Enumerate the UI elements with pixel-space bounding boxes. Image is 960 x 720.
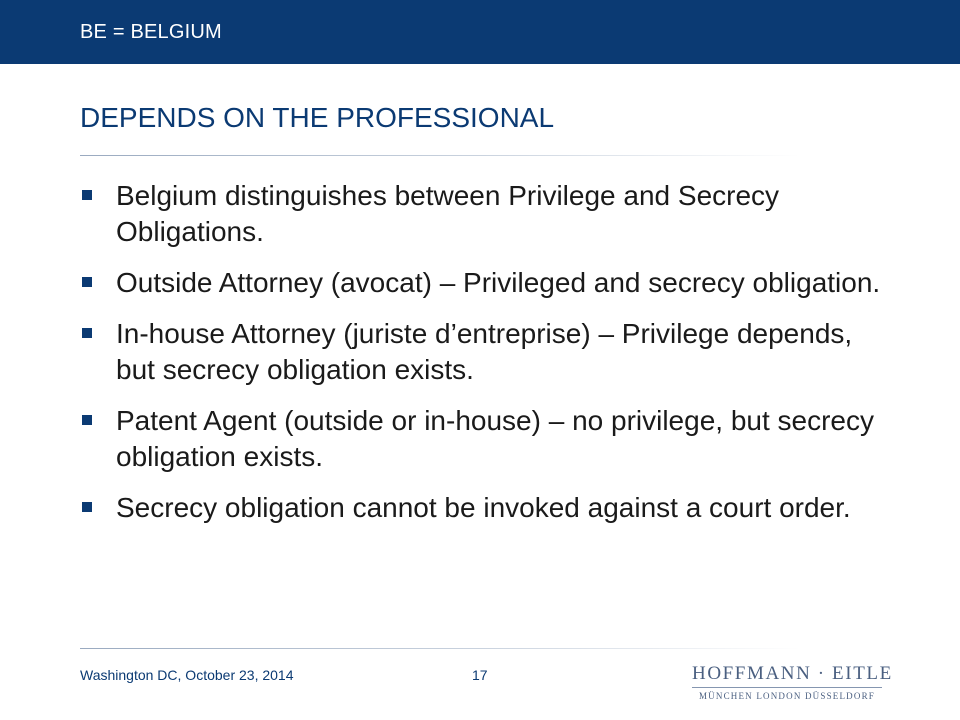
bullet-list xyxy=(80,178,890,541)
footer-location-date: Washington DC, October 23, 2014 xyxy=(80,667,294,683)
bullet-item xyxy=(80,265,890,301)
bullet-text: Outside Attorney (avocat) – Privileged and secrecy obligation. xyxy=(116,267,881,298)
page-number: 17 xyxy=(472,667,488,683)
header-bar xyxy=(0,0,960,64)
bullet-text: Belgium distinguishes between Privilege and Secrecy Obligations. xyxy=(116,180,780,247)
bullet-item xyxy=(80,316,890,388)
bullet-item xyxy=(80,178,890,250)
square-bullet-icon xyxy=(82,502,92,512)
footer-divider xyxy=(80,648,800,649)
square-bullet-icon xyxy=(82,277,92,287)
bullet-item xyxy=(80,490,890,526)
square-bullet-icon xyxy=(82,415,92,425)
bullet-text: Patent Agent (outside or in-house) – no privilege, but secrecy obligation exists. xyxy=(116,405,874,472)
company-logo xyxy=(692,663,893,705)
logo-wordmark: HOFFMANN · EITLE xyxy=(692,663,893,684)
slide-title: DEPENDS ON THE PROFESSIONAL xyxy=(80,102,555,133)
square-bullet-icon xyxy=(82,190,92,200)
section-label: BE = BELGIUM xyxy=(80,21,222,43)
logo-divider xyxy=(692,687,882,688)
title-divider xyxy=(80,155,800,156)
bullet-text: Secrecy obligation cannot be invoked against a court order. xyxy=(116,492,851,523)
bullet-item xyxy=(80,403,890,475)
square-bullet-icon xyxy=(82,328,92,338)
logo-cities: MÜNCHEN LONDON DÜSSELDORF xyxy=(698,691,875,701)
bullet-text: In-house Attorney (juriste d’entreprise) – Privilege depends, but secrecy obligation exists. xyxy=(116,318,853,385)
